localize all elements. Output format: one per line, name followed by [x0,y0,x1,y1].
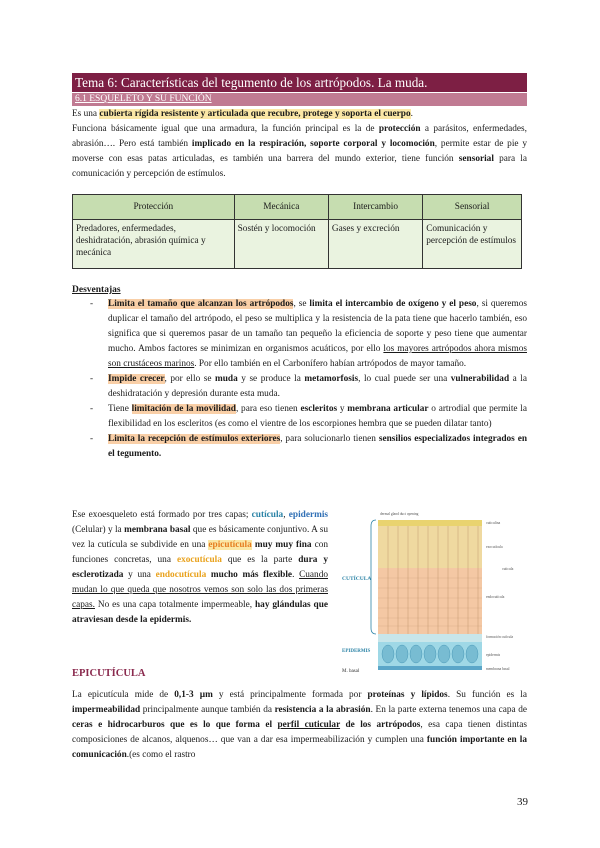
chapter-title: Tema 6: Características del tegumento de los artrópodos. La muda. [72,73,527,92]
figure-label-right: epidermis [486,653,501,657]
figure-label-right: endocutícula [486,595,505,599]
list-item: - Limita el tamaño que alcanzan los artrópodos, se limita el intercambio de oxígeno y el peso, si queremos duplicar el tamaño del artrópodo, el peso se multiplica y la resistencia de la pata tiene que hacerlo también, eso significa que si queremos pasar de un tamaño tan pequeño la eficiencia de soporte y peso tiene que aumentar mucho. Ambos factores se minimizan en organismos acuáticos, por ello los mayores artrópodos ahora mismos son crustáceos marinos. Por ello también en el Carbonífero habían artrópodos de mayor tamaño. [90,299,528,369]
disadvantages-list [72,297,527,462]
figure-label-epidermis: EPIDERMIS [342,649,371,654]
table-header-row [73,195,522,220]
figure-label-right: cuticulina [486,521,501,525]
page-number: 39 [517,796,528,808]
figure-label-right: formación cutícula [486,635,514,639]
table-header: Intercambio [328,195,422,220]
section-heading: 6.1 ESQUELETO Y SU FUNCIÓN [72,93,527,106]
intro-line: Es una cubierta rígida resistente y articulada que recubre, protege y soporta el cuerpo. [72,109,413,119]
table-cell: Sostén y locomoción [234,220,328,269]
epicuticle-layer [378,520,482,526]
functions-table [72,194,522,269]
figure-label-right: membrana basal [486,667,510,671]
table-row [73,220,522,269]
basal-membrane-layer [378,666,482,670]
cuticle-diagram [340,506,528,678]
table-header: Protección [73,195,235,220]
figure-label-cuticula: CUTÍCULA [342,576,372,582]
figure-label-right: cuticula [502,567,514,571]
list-item: - Impide crecer, por ello se muda y se produce la metamorfosis, lo cual puede ser una vulnerabilidad a la deshidratación y depresión durante esta muda. [90,374,528,399]
table-header: Sensorial [423,195,522,220]
highlight-definition: cubierta rígida resistente y articulada que recubre, protege y soporta el cuerpo [99,109,411,119]
epicuticula-heading: EPICUTÍCULA [72,668,146,679]
epicuticula-paragraph: La epicutícula mide de 0,1-3 µm y está principalmente formada por proteínas y lípidos. Su función es la impermeabilidad principalmente aunque también da resistencia a la abrasión. En la parte externa tenemos una capa de ceras e hidrocarburos que es lo que forma el perfil cuticular de los artrópodos, esa capa tienen distintas composiciones de alcanos, alquenos… que van a dar esa impermeabilización y cumplen una función importante en la comunicación.(es como el rastro [72,690,528,760]
table-cell: Predadores, enfermedades, deshidratación, abrasión química y mecánica [73,220,235,269]
table-header: Mecánica [234,195,328,220]
exocuticle-layer [378,526,482,568]
list-item: - Limita la recepción de estímulos exteriores, para solucionarlo tienen sensilios especializados integrados en el tegumento. [90,434,528,459]
table-cell: Gases y excreción [328,220,422,269]
list-item: - Tiene limitación de la movilidad, para eso tienen escleritos y membrana articular o artrodial que permite la flexibilidad en los escleritos (es como el vientre de los escorpiones hembra que se pueden dilatar tanto) [90,404,528,429]
figure-label-top: dermal gland duct opening [380,512,419,516]
figure-label-membrane: M. basal [342,669,360,674]
layers-paragraph: Ese exoesqueleto está formado por tres capas; cutícula, epidermis (Celular) y la membrana basal que es básicamente conjuntivo. A su vez la cutícula se subdivide en una epicutícula muy muy fina con funciones concretas, una exocutícula que es la parte dura y esclerotizada y una endocutícula mucho más flexible. Cuando mudan lo que queda que nosotros vemos son solo las dos primeras capas. No es una capa totalmente impermeable, hay glándulas que atraviesan desde la epidermis. [72,510,329,625]
table-cell: Comunicación y percepción de estímulos [423,220,522,269]
figure-label-right: exocutícula [486,545,503,549]
intro-paragraph: Funciona básicamente igual que una armadura, la función principal es la de protección a parásitos, enfermedades, abrasión…. Pero está también implicado en la respiración, soporte corporal y locomoción, permite estar de pie y moverse con esas patas articuladas, es también una barrera del mundo exterior, tiene función sensorial para la comunicación y percepción de estímulos. [72,124,528,179]
cuticle-bracket [371,520,376,634]
disadvantages-title: Desventajas [72,285,121,295]
formation-layer [378,634,482,642]
